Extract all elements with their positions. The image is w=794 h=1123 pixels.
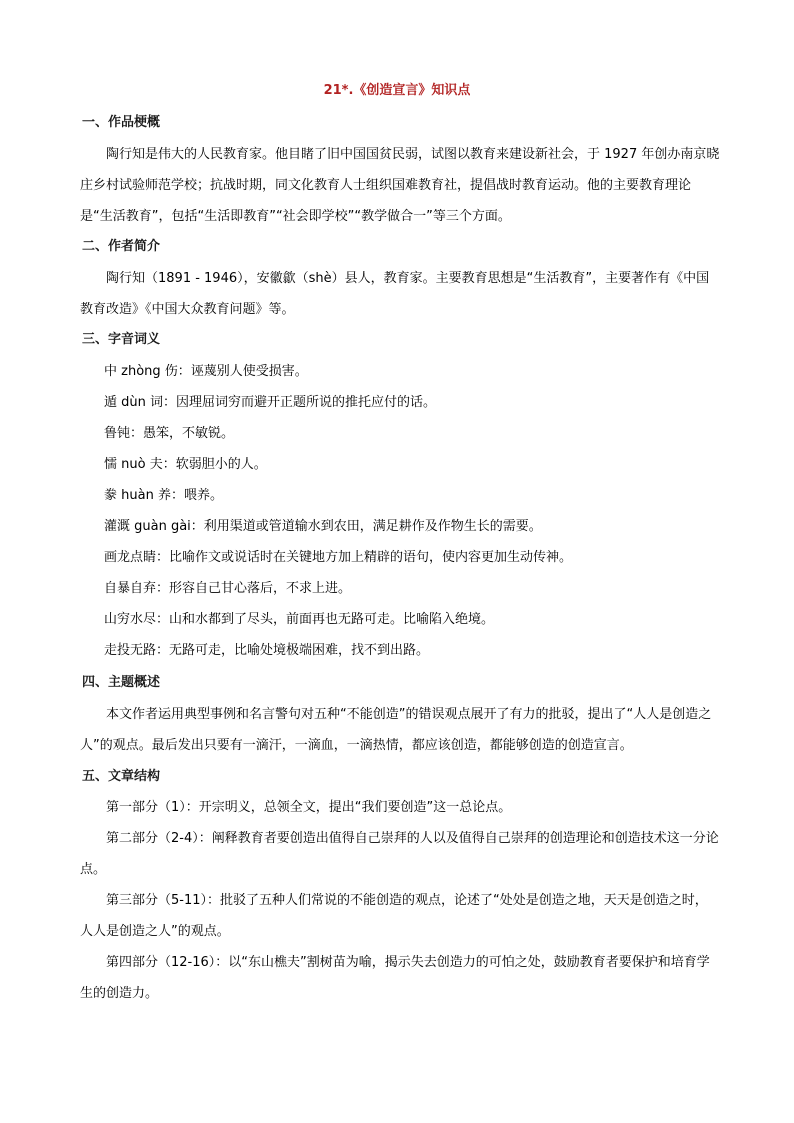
structure-part: 第二部分（2-4）：阐释教育者要创造出值得自己崇拜的人以及值得自己崇拜的创造理论和创造技术这一分论点。 xyxy=(80,831,719,877)
structure-part: 第四部分（12-16）：以“东山樵夫”割树苗为喻，揭示失去创造力的可怕之处，鼓励教育者要保护和培育学生的创造力。 xyxy=(80,955,710,1001)
vocab-item: 鲁钝：愚笨，不敏锐。 xyxy=(104,426,235,441)
vocab-item: 中 zhòng 伤：诬蔑别人使受损害。 xyxy=(104,364,308,379)
section-heading-structure: 五、文章结构 xyxy=(82,769,161,784)
vocab-item: 灌溉 guàn gài：利用渠道或管道输水到农田，满足耕作及作物生长的需要。 xyxy=(104,519,542,534)
section-paragraph: 本文作者运用典型事例和名言警句对五种“不能创造”的错误观点展开了有力的批驳，提出了“人人是创造之人”的观点。最后发出只要有一滴汗，一滴血，一滴热情，都应该创造，都能够创造的创造宣言。 xyxy=(80,707,712,753)
vocab-item: 自暴自弃：形容自己甘心落后，不求上进。 xyxy=(104,581,352,596)
section-paragraph: 陶行知是伟大的人民教育家。他目睹了旧中国国贫民弱，试图以教育来建设新社会，于 1927 年创办南京晓庄乡村试验师范学校；抗战时期，同文化教育人士组织国难教育社，提倡战时教育运动。他的主要教育理论是“生活教育”，包括“生活即教育”“社会即学校”“教学做合一”等三个方面。 xyxy=(80,147,720,224)
vocab-item: 画龙点睛：比喻作文或说话时在关键地方加上精辟的语句，使内容更加生动传神。 xyxy=(104,550,573,565)
structure-part: 第一部分（1）：开宗明义，总领全文，提出“我们要创造”这一总论点。 xyxy=(106,800,512,815)
vocab-item: 走投无路：无路可走，比喻处境极端困难，找不到出路。 xyxy=(104,643,430,658)
vocab-item: 山穷水尽：山和水都到了尽头，前面再也无路可走。比喻陷入绝境。 xyxy=(104,612,495,627)
section-heading-theme: 四、主题概述 xyxy=(82,675,161,690)
vocab-item: 遁 dùn 词：因理屈词穷而避开正题所说的推托应付的话。 xyxy=(104,395,436,410)
section-heading-summary: 一、作品梗概 xyxy=(82,115,161,130)
section-paragraph: 陶行知（1891 - 1946），安徽歙（shè）县人，教育家。主要教育思想是“生活教育”，主要著作有《中国教育改造》《中国大众教育问题》等。 xyxy=(80,271,710,317)
section-heading-vocabulary: 三、字音词义 xyxy=(82,332,161,347)
section-heading-author: 二、作者简介 xyxy=(82,239,161,254)
vocab-item: 豢 huàn 养：喂养。 xyxy=(104,488,223,503)
vocab-item: 懦 nuò 夫：软弱胆小的人。 xyxy=(104,457,267,472)
page-title: 21*.《创造宣言》知识点 xyxy=(323,83,471,98)
structure-part: 第三部分（5-11）：批驳了五种人们常说的不能创造的观点，论述了“处处是创造之地，天天是创造之时，人人是创造之人”的观点。 xyxy=(80,893,708,939)
